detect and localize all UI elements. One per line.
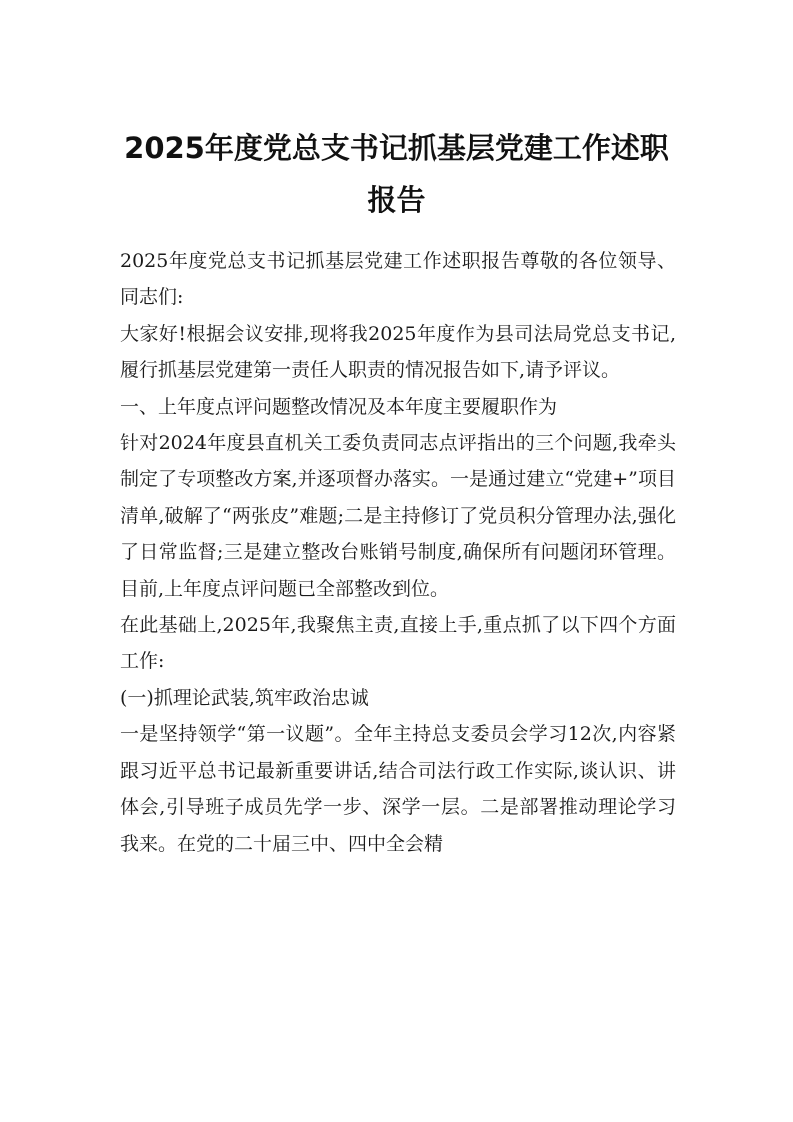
paragraph-greeting: 大家好!根据会议安排,现将我2025年度作为县司法局党总支书记,履行抓基层党建第一责任人职责的情况报告如下,请予评议。 <box>120 322 676 382</box>
paragraph-theory-study: 一是坚持领学“第一议题”。全年主持总支委员会学习12次,内容紧跟习近平总书记最新重要讲话,结合司法行政工作实际,谈认识、讲体会,引导班子成员先学一步、深学一层。二是部署推动理论学习我来。在党的二十届三中、四中全会精 <box>120 723 676 855</box>
paragraph-rectification: 针对2024年度县直机关工委负责同志点评指出的三个问题,我牵头制定了专项整改方案,并逐项督办落实。一是通过建立“党建+”项目清单,破解了“两张皮”难题;二是主持修订了党员积分管理办法,强化了日常监督;三是建立整改台账销号制度,确保所有问题闭环管理。目前,上年度点评问题已全部整改到位。 <box>120 432 676 600</box>
paragraph-focus: 在此基础上,2025年,我聚焦主责,直接上手,重点抓了以下四个方面工作: <box>120 614 676 673</box>
section-heading-1: 一、上年度点评问题整改情况及本年度主要履职作为 <box>120 395 558 418</box>
paragraph-salutation: 2025年度党总支书记抓基层党建工作述职报告尊敬的各位领导、同志们: <box>120 250 676 309</box>
subsection-heading-1: (一)抓理论武装,筑牢政治忠诚 <box>120 686 369 709</box>
document-body <box>120 243 676 862</box>
document-title: 2025年度党总支书记抓基层党建工作述职报告 <box>124 131 669 217</box>
